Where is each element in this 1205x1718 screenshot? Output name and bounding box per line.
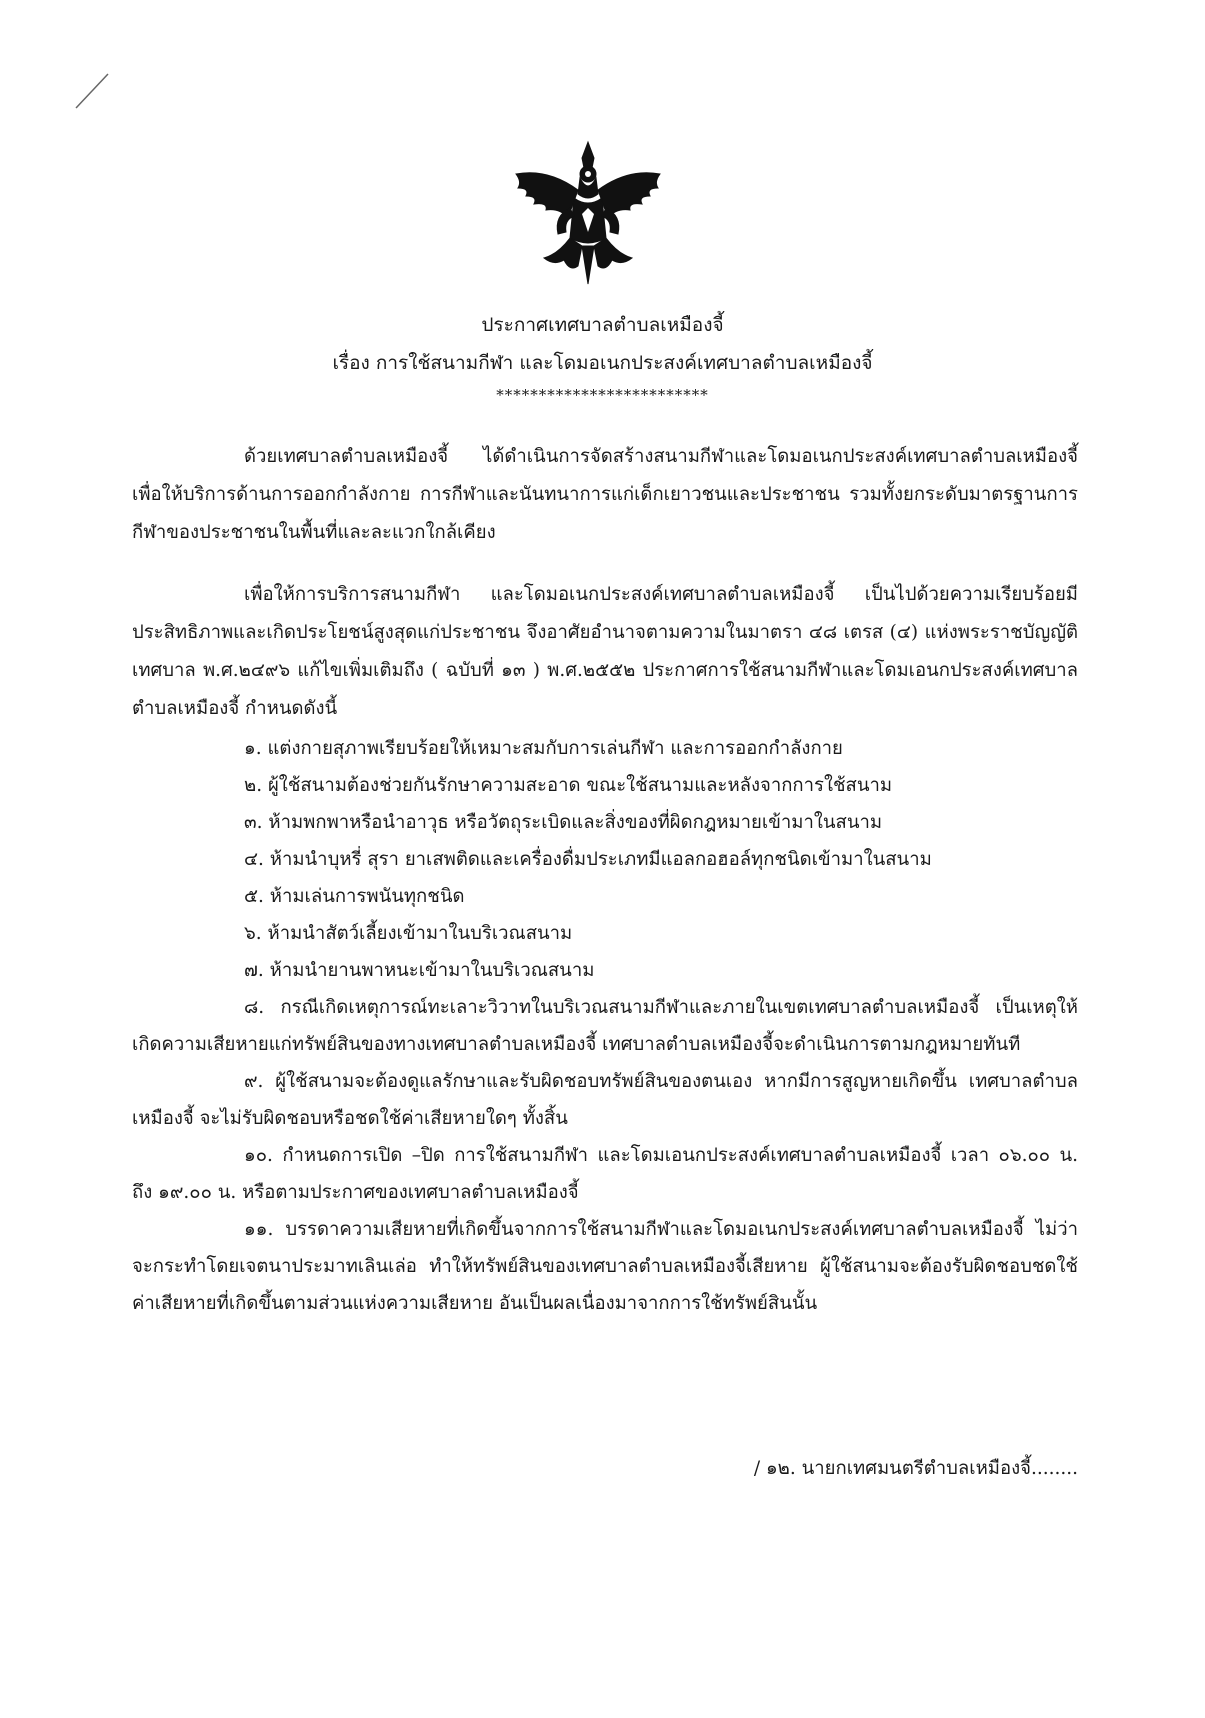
list-item-text: ๑๑. บรรดาความเสียหายที่เกิดขึ้นจากการใช้สนามกีฬาและโดมอเนกประสงค์เทศบาลตำบลเหมืองจี้ ไม่ว่าจะกระทำโดยเจตนาประมาทเลินเล่อ ทำให้ทรัพย์สินของเทศบาลตำบลเหมืองจี้เสียหาย ผู้ใช้สนามจะต้องรับผิดชอบชดใช้ค่าเสียหายที่เกิดขึ้นตามส่วนแห่งความเสียหาย อันเป็นผลเนื่องมาจากการใช้ทรัพย์สินนั้น bbox=[132, 1219, 1078, 1314]
list-item: ๒. ผู้ใช้สนามต้องช่วยกันรักษาความสะอาด ขณะใช้สนามและหลังจากการใช้สนาม bbox=[244, 775, 893, 796]
rules-list bbox=[132, 730, 1078, 1322]
list-item: ๕. ห้ามเล่นการพนันทุกชนิด bbox=[244, 886, 465, 907]
continuation-note: / ๑๒. นายกเทศมนตรีตำบลเหมืองจี้........ bbox=[753, 1458, 1078, 1479]
list-item: ๖. ห้ามนำสัตว์เลี้ยงเข้ามาในบริเวณสนาม bbox=[244, 923, 573, 944]
list-item bbox=[132, 1137, 1078, 1211]
paragraph-authority bbox=[132, 576, 1078, 728]
garuda-emblem bbox=[508, 138, 668, 288]
list-item bbox=[132, 1211, 1078, 1322]
paragraph-text: เพื่อให้การบริการสนามกีฬา และโดมอเนกประสงค์เทศบาลตำบลเหมืองจี้ เป็นไปด้วยความเรียบร้อยมีประสิทธิภาพและเกิดประโยชน์สูงสุดแก่ประชาชน จึงอาศัยอำนาจตามความในมาตรา ๔๘ เตรส (๔) แห่งพระราชบัญญัติเทศบาล พ.ศ.๒๔๙๖ แก้ไขเพิ่มเติมถึง ( ฉบับที่ ๑๓ ) พ.ศ.๒๕๕๒ ประกาศการใช้สนามกีฬาและโดมเอนกประสงค์เทศบาลตำบลเหมืองจี้ กำหนดดังนี้ bbox=[132, 584, 1078, 719]
separator: ************************* bbox=[496, 386, 709, 404]
list-item-text: ๘. กรณีเกิดเหตุการณ์ทะเลาะวิวาทในบริเวณสนามกีฬาและภายในเขตเทศบาลตำบลเหมืองจี้ เป็นเหตุให้เกิดความเสียหายแก่ทรัพย์สินของทางเทศบาลตำบลเหมืองจี้ เทศบาลตำบลเหมืองจี้จะดำเนินการตามกฎหมายทันที bbox=[132, 997, 1078, 1055]
document-subject: เรื่อง การใช้สนามกีฬา และโดมอเนกประสงค์เทศบาลตำบลเหมืองจี้ bbox=[332, 352, 873, 374]
pen-mark bbox=[72, 72, 112, 112]
list-item-text: ๙. ผู้ใช้สนามจะต้องดูแลรักษาและรับผิดชอบทรัพย์สินของตนเอง หากมีการสูญหายเกิดขึ้น เทศบาลตำบลเหมืองจี้ จะไม่รับผิดชอบหรือชดใช้ค่าเสียหายใดๆ ทั้งสิ้น bbox=[132, 1071, 1078, 1129]
list-item: ๔. ห้ามนำบุหรี่ สุรา ยาเสพติดและเครื่องดื่มประเภทมีแอลกอฮอล์ทุกชนิดเข้ามาในสนาม bbox=[244, 849, 932, 870]
list-item bbox=[132, 1063, 1078, 1137]
list-item: ๗. ห้ามนำยานพาหนะเข้ามาในบริเวณสนาม bbox=[244, 960, 595, 981]
list-item-text: ๑๐. กำหนดการเปิด –ปิด การใช้สนามกีฬา และโดมเอนกประสงค์เทศบาลตำบลเหมืองจี้ เวลา ๐๖.๐๐ น. ถึง ๑๙.๐๐ น. หรือตามประกาศของเทศบาลตำบลเหมืองจี้ bbox=[132, 1145, 1078, 1203]
paragraph-text: ด้วยเทศบาลตำบลเหมืองจี้ ได้ดำเนินการจัดสร้างสนามกีฬาและโดมอเนกประสงค์เทศบาลตำบลเหมืองจี้ เพื่อให้บริการด้านการออกกำลังกาย การกีฬาและนันทนาการแก่เด็กเยาวชนและประชาชน รวมทั้งยกระดับมาตรฐานการกีฬาของประชาชนในพื้นที่และละแวกใกล้เคียง bbox=[132, 446, 1078, 543]
paragraph-intro bbox=[132, 438, 1078, 552]
list-item: ๓. ห้ามพกพาหรือนำอาวุธ หรือวัตถุระเบิดและสิ่งของที่ผิดกฎหมายเข้ามาในสนาม bbox=[244, 812, 883, 833]
list-item bbox=[132, 989, 1078, 1063]
document-title: ประกาศเทศบาลตำบลเหมืองจี้ bbox=[481, 314, 724, 336]
list-item: ๑. แต่งกายสุภาพเรียบร้อยให้เหมาะสมกับการเล่นกีฬา และการออกกำลังกาย bbox=[244, 738, 843, 759]
